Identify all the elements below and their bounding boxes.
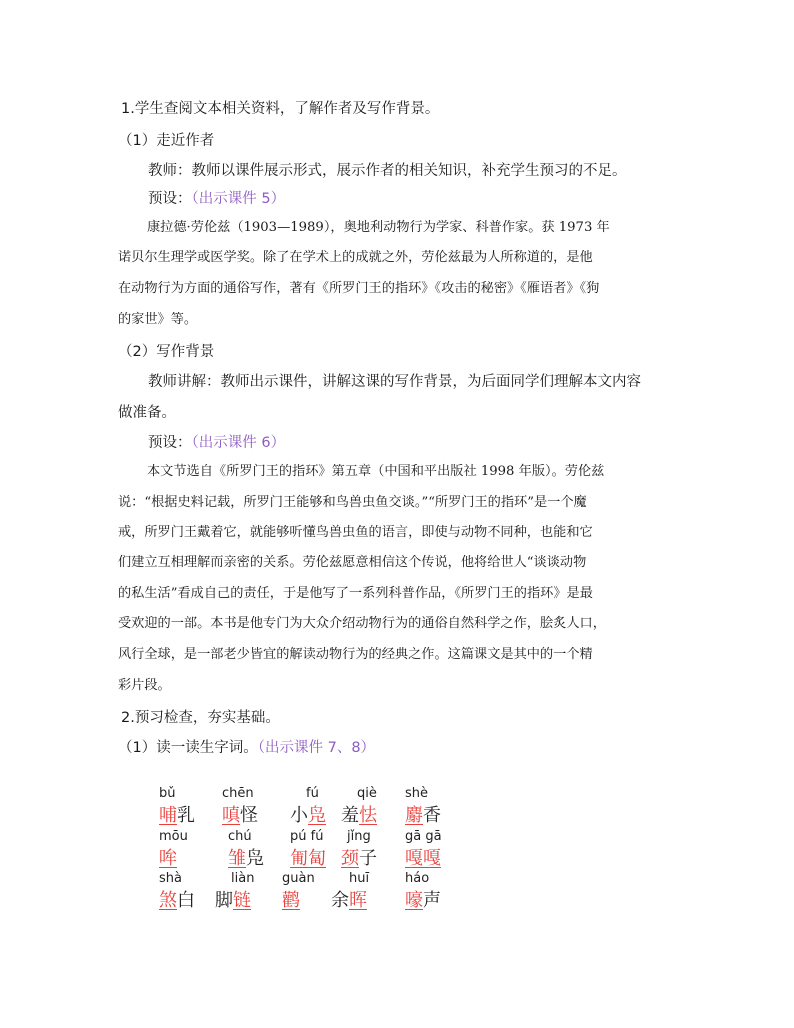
vocab-prefix: 余	[331, 890, 349, 911]
vocab-pinyin: chú	[228, 829, 252, 844]
vocab-target-char: 鹳	[282, 890, 300, 911]
vocab-word	[405, 890, 441, 912]
vocab-rest: 声	[423, 890, 441, 911]
vocab-word	[159, 848, 177, 870]
background-paragraph-line: 受欢迎的一部。本书是他专门为大众介绍动物行为的通俗自然科学之作，脍炙人口，	[118, 616, 606, 631]
vocab-word	[341, 848, 377, 870]
background-subheading: （2）写作背景	[118, 344, 215, 360]
courseware-cue: （出示课件 7、8）	[257, 740, 376, 756]
vocab-pinyin: qiè	[357, 786, 377, 801]
section1-heading: 1.学生查阅文本相关资料，了解作者及写作背景。	[121, 101, 440, 117]
teacher-note: 教师：教师以课件展示形式，展示作者的相关知识，补充学生预习的不足。	[148, 163, 627, 179]
vocab-rest: 子	[359, 848, 377, 869]
vocab-prefix: 脚	[215, 890, 233, 911]
vocab-target-char: 哺	[159, 805, 177, 826]
vocab-rest: 香	[423, 805, 441, 826]
vocab-target-char: 怯	[359, 805, 377, 826]
teacher-note: 做准备。	[118, 405, 176, 421]
vocab-target-char: 凫	[308, 805, 326, 826]
vocab-word	[215, 890, 251, 912]
vocab-pinyin: háo	[405, 871, 430, 886]
vocab-word	[405, 848, 441, 870]
preset-label: 预设：	[148, 435, 192, 451]
section2-heading: 2.预习检查，夯实基础。	[121, 710, 280, 726]
vocab-target-char: 晖	[349, 890, 367, 911]
vocab-pinyin: mōu	[159, 829, 188, 844]
vocab-pinyin: chēn	[222, 786, 254, 801]
vocab-pinyin: guàn	[282, 871, 315, 886]
vocab-rest: 乳	[177, 805, 195, 826]
background-paragraph-line: 的私生活”看成自己的责任，于是他写了一系列科普作品，《所罗门王的指环》是最	[118, 586, 593, 601]
vocab-target-char: 哞	[159, 848, 177, 869]
vocab-rest: 凫	[246, 848, 264, 869]
vocab-target-char: 麝	[405, 805, 423, 826]
vocab-word	[222, 805, 258, 827]
vocab-target-char: 雏	[228, 848, 246, 869]
vocab-target-char: 链	[233, 890, 251, 911]
background-paragraph-line: 们建立互相理解而亲密的关系。劳伦兹愿意相信这个传说，他将给世人“谈谈动物	[118, 555, 587, 570]
vocab-prefix: 羞	[341, 805, 359, 826]
vocab-word	[405, 805, 441, 827]
vocab-target-char: 匍匐	[290, 848, 326, 869]
author-paragraph-line: 康拉德·劳伦兹（1903—1989），奥地利动物行为学家、科普作家。获 1973 年	[147, 220, 610, 235]
vocab-pinyin: gā gā	[405, 829, 442, 844]
vocab-word	[331, 890, 367, 912]
vocab-word	[290, 805, 326, 827]
author-paragraph-line: 诺贝尔生理学或医学奖。除了在学术上的成就之外，劳伦兹最为人所称道的，是他	[118, 250, 593, 265]
courseware-cue: （出示课件 5）	[191, 191, 286, 207]
reading-label: （1）读一读生字词。	[118, 740, 258, 756]
teacher-note: 教师讲解：教师出示课件，讲解这课的写作背景，为后面同学们理解本文内容	[148, 374, 641, 390]
background-paragraph-line: 说：“根据史料记载，所罗门王能够和鸟兽虫鱼交谈。”“所罗门王的指环”是一个魔	[118, 495, 587, 510]
vocab-target-char: 嚎	[405, 890, 423, 911]
vocab-target-char: 煞	[159, 890, 177, 911]
background-paragraph-line: 彩片段。	[118, 678, 171, 693]
vocab-word	[290, 848, 326, 870]
background-paragraph-line: 戒，所罗门王戴着它，就能够听懂鸟兽虫鱼的语言，即使与动物不同种，也能和它	[118, 525, 593, 540]
author-paragraph-line: 在动物行为方面的通俗写作，著有《所罗门王的指环》《攻击的秘密》《雁语者》《狗	[118, 281, 600, 296]
author-paragraph-line: 的家世》等。	[118, 312, 198, 327]
vocab-target-char: 颈	[341, 848, 359, 869]
vocab-rest: 怪	[240, 805, 258, 826]
vocab-target-char: 嗔	[222, 805, 240, 826]
author-subheading: （1）走近作者	[118, 133, 215, 149]
background-paragraph-line: 本文节选自《所罗门王的指环》第五章（中国和平出版社 1998 年版）。劳伦兹	[147, 464, 605, 479]
vocab-pinyin: jǐng	[347, 829, 371, 844]
courseware-cue: （出示课件 6）	[191, 435, 286, 451]
vocab-pinyin: shà	[159, 871, 182, 886]
vocab-pinyin: bǔ	[159, 786, 176, 801]
preset-label: 预设：	[148, 191, 192, 207]
vocab-word	[341, 805, 377, 827]
vocab-pinyin: huī	[349, 871, 370, 886]
vocab-word	[159, 805, 195, 827]
vocab-pinyin: liàn	[231, 871, 255, 886]
vocab-word	[159, 890, 195, 912]
vocab-pinyin: fú	[306, 786, 319, 801]
background-paragraph-line: 风行全球，是一部老少皆宜的解读动物行为的经典之作。这篇课文是其中的一个精	[118, 647, 593, 662]
vocab-pinyin: shè	[405, 786, 429, 801]
vocab-target-char: 嘎嘎	[405, 848, 441, 869]
vocab-rest: 白	[177, 890, 195, 911]
vocab-word	[282, 890, 300, 912]
vocab-pinyin: pú fú	[290, 829, 324, 844]
vocab-prefix: 小	[290, 805, 308, 826]
vocab-word	[228, 848, 264, 870]
